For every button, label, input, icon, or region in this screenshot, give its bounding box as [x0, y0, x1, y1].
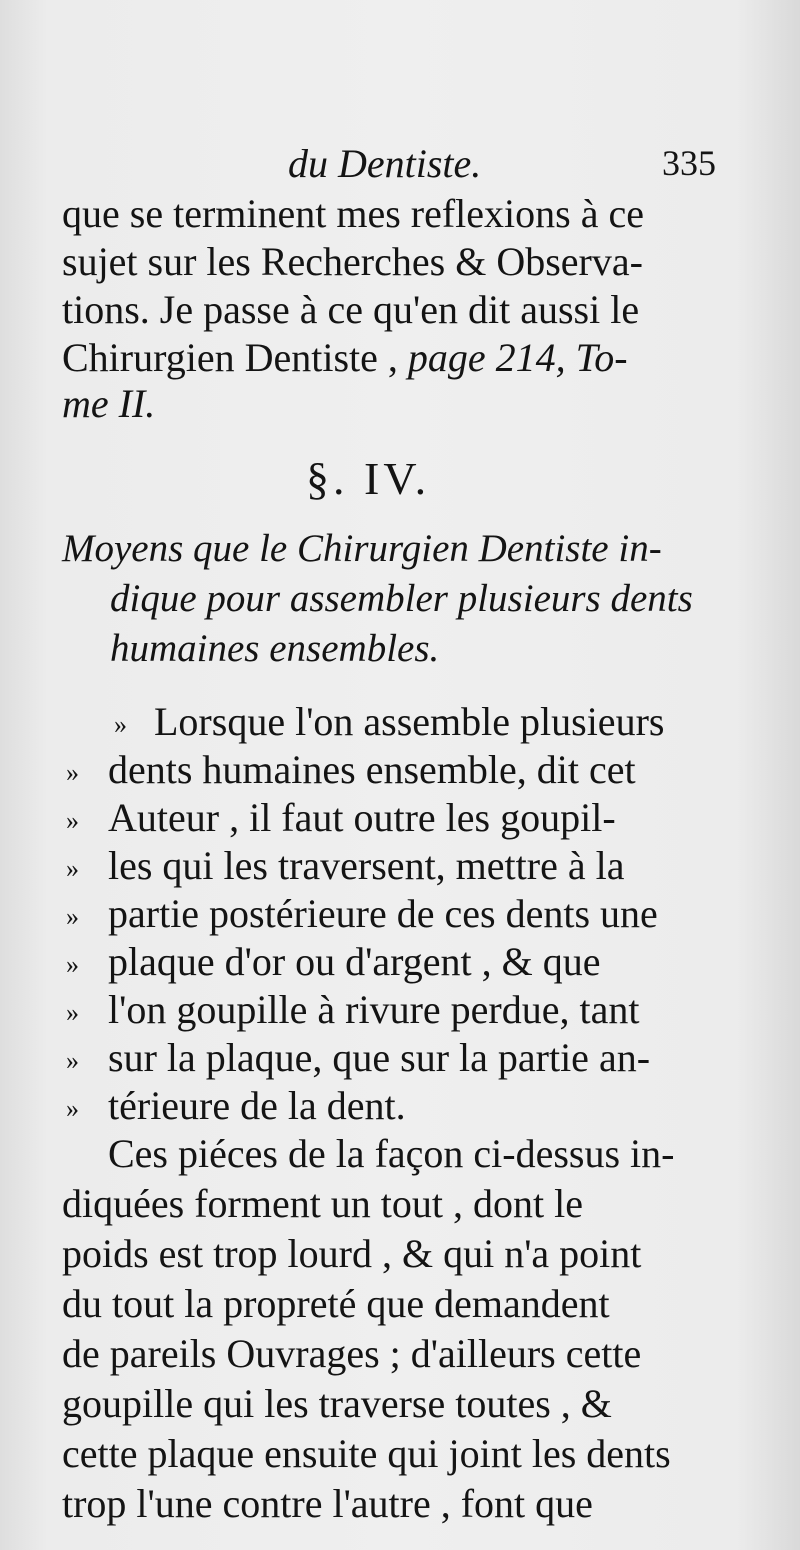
- quote-mark: »: [66, 998, 79, 1027]
- quote-line: l'on goupille à rivure perdue, tant: [108, 987, 640, 1032]
- text-line: Ces piéces de la façon ci-dessus in-: [108, 1131, 675, 1176]
- quote-mark: »: [66, 758, 79, 787]
- running-title: du Dentiste.: [288, 141, 482, 186]
- text-line: goupille qui les traverse toutes , &: [62, 1381, 612, 1426]
- quote-mark: »: [66, 950, 79, 979]
- text-segment: Chirurgien Dentiste ,: [62, 335, 408, 380]
- text-line: me II.: [62, 381, 156, 426]
- page-reference: page 214, To-: [407, 335, 628, 380]
- text-line: sujet sur les Recherches & Observa-: [62, 239, 643, 284]
- quote-line: partie postérieure de ces dents une: [108, 891, 658, 936]
- section-heading: §. IV.: [306, 453, 431, 504]
- text-line: [62, 334, 628, 381]
- text-line: tions. Je passe à ce qu'en dit aussi le: [62, 287, 640, 332]
- quote-line: Lorsque l'on assemble plusieurs: [154, 699, 665, 744]
- summary-line: dique pour assembler plusieurs dents: [110, 577, 693, 620]
- quote-mark: »: [66, 806, 79, 835]
- quote-line: les qui les traversent, mettre à la: [108, 843, 625, 888]
- quote-line: Auteur , il faut outre les goupil-: [108, 795, 616, 840]
- text-line: du tout la propreté que demandent: [62, 1281, 610, 1326]
- text-line: poids est trop lourd , & qui n'a point: [62, 1231, 642, 1276]
- page-number: 335: [662, 143, 716, 183]
- text-line: que se terminent mes reflexions à ce: [62, 191, 644, 236]
- summary-line: Moyens que le Chirurgien Dentiste in-: [62, 527, 662, 570]
- quote-mark: »: [114, 710, 127, 739]
- quote-mark: »: [66, 1094, 79, 1123]
- text-line: trop l'une contre l'autre , font que: [62, 1481, 593, 1526]
- quote-line: térieure de la dent.: [108, 1083, 406, 1128]
- quote-line: sur la plaque, que sur la partie an-: [108, 1035, 651, 1080]
- quote-line: plaque d'or ou d'argent , & que: [108, 939, 601, 984]
- quote-line: dents humaines ensemble, dit cet: [108, 747, 636, 792]
- text-line: de pareils Ouvrages ; d'ailleurs cette: [62, 1331, 642, 1376]
- quote-mark: »: [66, 1046, 79, 1075]
- summary-line: humaines ensembles.: [110, 627, 440, 670]
- text-line: cette plaque ensuite qui joint les dents: [62, 1431, 671, 1476]
- quote-mark: »: [66, 854, 79, 883]
- text-line: diquées forment un tout , dont le: [62, 1181, 584, 1226]
- quote-mark: »: [66, 902, 79, 931]
